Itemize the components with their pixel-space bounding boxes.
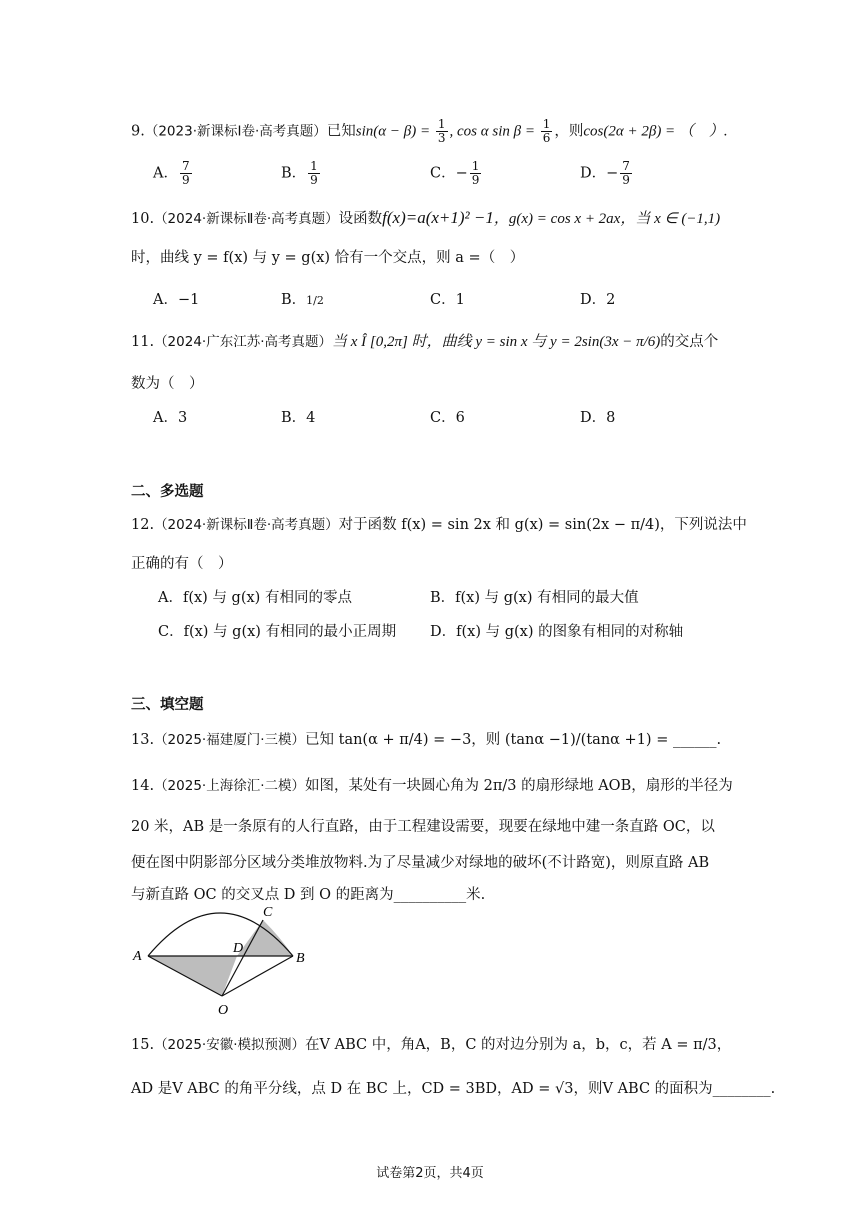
q9-text-before: 已知 (326, 123, 356, 140)
page-footer: 试卷第2页，共4页 (376, 1166, 484, 1181)
shaded-region-left (148, 956, 237, 996)
q9-option-a[interactable]: A． $\frac{7}{9}$ (153, 159, 190, 188)
q9-number: 9. (131, 123, 145, 140)
label-o: O (218, 1003, 229, 1018)
q9-option-c[interactable]: C．− $\frac{1}{9}$ (430, 159, 480, 188)
label-b: B (296, 951, 305, 966)
label-a: A (133, 949, 142, 964)
q11-option-b[interactable]: B．4 (281, 410, 316, 426)
q11-option-d[interactable]: D．8 (580, 410, 616, 426)
sector-figure (125, 900, 325, 1020)
section-multiple-choice: 二、多选题 (131, 484, 204, 500)
question-10-line1: 10.（2024·新课标Ⅱ卷·高考真题）设函数f(x)=a(x+1)² −1，g(x) = cos x + 2ax，当 x ∈ (−1,1) (131, 208, 721, 227)
question-9 (131, 118, 731, 145)
q10-option-a[interactable]: A．−1 (153, 292, 200, 308)
q9-frac1: $\frac{1}{3}$ (437, 117, 446, 146)
q10-option-b[interactable]: B．1/2 (281, 292, 324, 308)
q10-option-d[interactable]: D．2 (580, 292, 616, 308)
question-14-line3: 便在图中阴影部分区域分类堆放物料.为了尽量减少对绿地的破坏(不计路宽)，则原直路 AB (131, 855, 710, 871)
q12-option-c[interactable]: C．f(x) 与 g(x) 有相同的最小正周期 (158, 624, 397, 640)
q9-text-mid: ，则 (554, 123, 584, 140)
q9-expr3: cos(2α + 2β) = （ ）. (583, 123, 728, 140)
section-fill-in: 三、填空题 (131, 697, 204, 713)
question-14-line2: 20 米，AB 是一条原有的人行直路，由于工程建设需要，现要在绿地中建一条直路 OC，以 (131, 819, 715, 835)
q11-option-c[interactable]: C．6 (430, 410, 465, 426)
label-d: D (233, 941, 244, 956)
shaded-region-right (237, 920, 293, 956)
question-10-line2: 时，曲线 y = f(x) 与 y = g(x) 恰有一个交点，则 a =（ ） (131, 250, 525, 266)
question-11-line1: 11.（2024·广东江苏·高考真题）当 x Î [0,2π] 时，曲线 y = sin x 与 y = 2sin(3x − π/6)的交点个 (131, 334, 719, 350)
question-12-line1: 12.（2024·新课标Ⅱ卷·高考真题）对于函数 f(x) = sin 2x 和 g(x) = sin(2x − π/4)，下列说法中 (131, 517, 747, 533)
question-14-line1: 14.（2025·上海徐汇·二模）如图，某处有一块圆心角为 2π/3 的扇形绿地 AOB，扇形的半径为 (131, 778, 733, 794)
question-15-line1: 15.（2025·安徽·模拟预测）在V ABC 中，角A，B，C 的对边分别为 a，b，c，若 A = π/3， (131, 1037, 732, 1053)
q12-option-b[interactable]: B．f(x) 与 g(x) 有相同的最大值 (430, 590, 639, 606)
question-13: 13.（2025·福建厦门·三模）已知 tan(α + π/4) = −3，则 (tanα −1)/(tanα +1) = ______. (131, 732, 722, 748)
q9-option-b[interactable]: B． $\frac{1}{9}$ (281, 159, 318, 188)
q9-frac2: $\frac{1}{6}$ (542, 117, 551, 146)
q9-expr2: , cos α sin β = (449, 123, 539, 140)
question-12-line2: 正确的有（ ） (131, 556, 233, 572)
label-c: C (263, 905, 273, 920)
q9-option-d[interactable]: D．− $\frac{7}{9}$ (580, 159, 630, 188)
question-15-line2: AD 是V ABC 的角平分线，点 D 在 BC 上，CD = 3BD，AD = √3，则V ABC 的面积为________. (131, 1081, 776, 1097)
question-11-line2: 数为（ ） (131, 376, 204, 392)
q9-expr1: sin(α − β) = (355, 123, 434, 140)
q12-option-a[interactable]: A．f(x) 与 g(x) 有相同的零点 (158, 590, 352, 606)
q10-option-c[interactable]: C．1 (430, 292, 465, 308)
q11-option-a[interactable]: A．3 (153, 410, 188, 426)
q9-source: （2023·新课标Ⅰ卷·高考真题） (144, 123, 327, 140)
q12-option-d[interactable]: D．f(x) 与 g(x) 的图象有相同的对称轴 (430, 624, 684, 640)
question-14-line4: 与新直路 OC 的交叉点 D 到 O 的距离为__________米. (131, 887, 486, 903)
